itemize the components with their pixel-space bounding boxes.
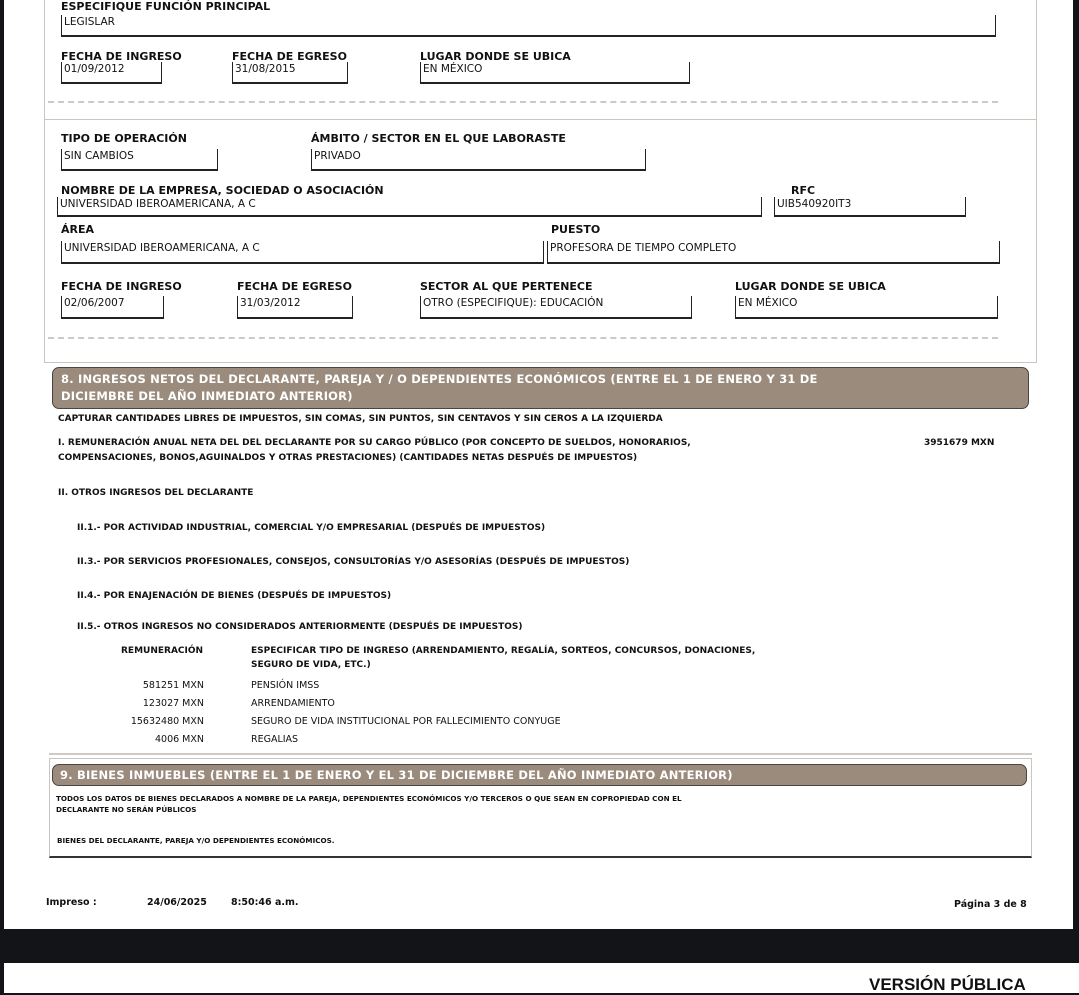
fecha-egreso-field-2: 31/03/2012 [237,296,353,319]
remuneracion-line2: COMPENSACIONES, BONOS,AGUINALDOS Y OTRAS PRESTACIONES) (CANTIDADES NETAS DESPUÉS DE IMPUESTOS) [58,453,638,463]
ambito-label: ÁMBITO / SECTOR EN EL QUE LABORASTE [311,132,566,145]
income-type: REGALIAS [251,734,299,745]
remuneracion-value: 3951679 MXN [924,438,995,448]
version-publica-header: VERSIÓN PÚBLICA [869,975,1026,994]
tipo-operacion-label: TIPO DE OPERACIÓN [61,132,187,145]
income-amount: 4006 MXN [154,734,204,745]
funcion-label: ESPECIFIQUE FUNCIÓN PRINCIPAL [61,0,271,13]
fecha-egreso-label-2: FECHA DE EGRESO [237,280,352,293]
bienes-label: BIENES DEL DECLARANTE, PAREJA Y/O DEPENDIENTES ECONÓMICOS. [57,836,335,845]
section-8-header [52,367,1029,409]
section-9-note-line2: DECLARANTE NO SERÁN PÚBLICOS [56,805,197,814]
empresa-label: NOMBRE DE LA EMPRESA, SOCIEDAD O ASOCIACIÓN [61,184,384,197]
fecha-ingreso-label: FECHA DE INGRESO [61,50,182,63]
section-9-header [52,764,1027,786]
ingreso-ii1: II.1.- POR ACTIVIDAD INDUSTRIAL, COMERCIAL Y/O EMPRESARIAL (DESPUÉS DE IMPUESTOS) [77,523,546,533]
separator-dashed-2 [48,337,998,339]
employment-box [44,110,1037,363]
col-tipo-header-line1: ESPECIFICAR TIPO DE INGRESO (ARRENDAMIENTO, REGALÍA, SORTEOS, CONCURSOS, DONACIONES, [251,646,756,656]
income-type: ARRENDAMIENTO [251,698,335,709]
income-amount: 123027 MXN [142,698,204,709]
rfc-field: UIB540920IT3 [774,197,966,217]
fecha-egreso-field: 31/08/2015 [232,62,348,84]
area-label: ÁREA [61,223,95,236]
lugar-label: LUGAR DONDE SE UBICA [420,50,571,63]
income-type: PENSIÓN IMSS [251,680,320,691]
otros-ingresos-title: II. OTROS INGRESOS DEL DECLARANTE [58,488,254,498]
col-remuneracion-header: REMUNERACIÓN [121,646,204,656]
rfc-label: RFC [791,184,816,197]
next-document-page [4,963,1079,993]
section-8-title-line2: DICIEMBRE DEL AÑO INMEDIATO ANTERIOR) [61,389,353,403]
instruction-text: CAPTURAR CANTIDADES LIBRES DE IMPUESTOS, SIN COMAS, SIN PUNTOS, SIN CENTAVOS Y SIN CEROS A LA IZQUIERDA [58,414,663,424]
income-type: SEGURO DE VIDA INSTITUCIONAL POR FALLECIMIENTO CONYUGE [251,716,561,727]
section-divider [49,753,1032,755]
fecha-ingreso-field-2: 02/06/2007 [61,296,164,319]
lugar-field-2: EN MÉXICO [735,296,998,319]
sector-label: SECTOR AL QUE PERTENECE [420,280,593,293]
fecha-ingreso-field: 01/09/2012 [61,62,162,84]
ingreso-ii5: II.5.- OTROS INGRESOS NO CONSIDERADOS ANTERIORMENTE (DESPUÉS DE IMPUESTOS) [77,622,523,632]
document-page [4,0,1073,929]
impreso-label: Impreso : [46,897,97,908]
section-9-note-line1: TODOS LOS DATOS DE BIENES DECLARADOS A NOMBRE DE LA PAREJA, DEPENDIENTES ECONÓMICOS Y/O TERCEROS O QUE SEAN EN COPROPIEDAD CON EL [56,794,682,803]
ingreso-ii3: II.3.- POR SERVICIOS PROFESIONALES, CONSEJOS, CONSULTORÍAS Y/O ASESORÍAS (DESPUÉS DE IMPUESTOS) [77,557,630,567]
lugar-label-2: LUGAR DONDE SE UBICA [735,280,886,293]
sector-field: OTRO (ESPECIFIQUE): EDUCACIÓN [420,296,692,319]
section-9-title: 9. BIENES INMUEBLES (ENTRE EL 1 DE ENERO Y EL 31 DE DICIEMBRE DEL AÑO INMEDIATO ANTERIOR) [60,768,733,782]
income-amount: 581251 MXN [142,680,204,691]
puesto-label: PUESTO [551,223,601,236]
remuneracion-line1: I. REMUNERACIÓN ANUAL NETA DEL DEL DECLARANTE POR SU CARGO PÚBLICO (POR CONCEPTO DE SUELDOS, HONORARIOS, [58,438,691,448]
separator-dashed [48,101,998,103]
impreso-date: 24/06/2025 [147,897,207,908]
ambito-field: PRIVADO [311,149,646,171]
section-8-title-line1: 8. INGRESOS NETOS DEL DECLARANTE, PAREJA Y / O DEPENDIENTES ECONÓMICOS (ENTRE EL 1 DE ENERO Y 31 DE [61,372,818,386]
puesto-field: PROFESORA DE TIEMPO COMPLETO [547,241,1000,264]
impreso-time: 8:50:46 a.m. [231,897,299,908]
fecha-egreso-label: FECHA DE EGRESO [232,50,347,63]
page-number: Página 3 de 8 [954,899,1027,910]
area-field: UNIVERSIDAD IBEROAMERICANA, A C [61,241,544,264]
lugar-field: EN MÉXICO [420,62,690,84]
fecha-ingreso-label-2: FECHA DE INGRESO [61,280,182,293]
empresa-field: UNIVERSIDAD IBEROAMERICANA, A C [57,197,762,217]
funcion-field: LEGISLAR [61,15,996,37]
ingreso-ii4: II.4.- POR ENAJENACIÓN DE BIENES (DESPUÉS DE IMPUESTOS) [77,591,392,601]
tipo-operacion-field: SIN CAMBIOS [61,149,218,171]
income-amount: 15632480 MXN [130,716,204,727]
col-tipo-header-line2: SEGURO DE VIDA, ETC.) [251,660,371,670]
